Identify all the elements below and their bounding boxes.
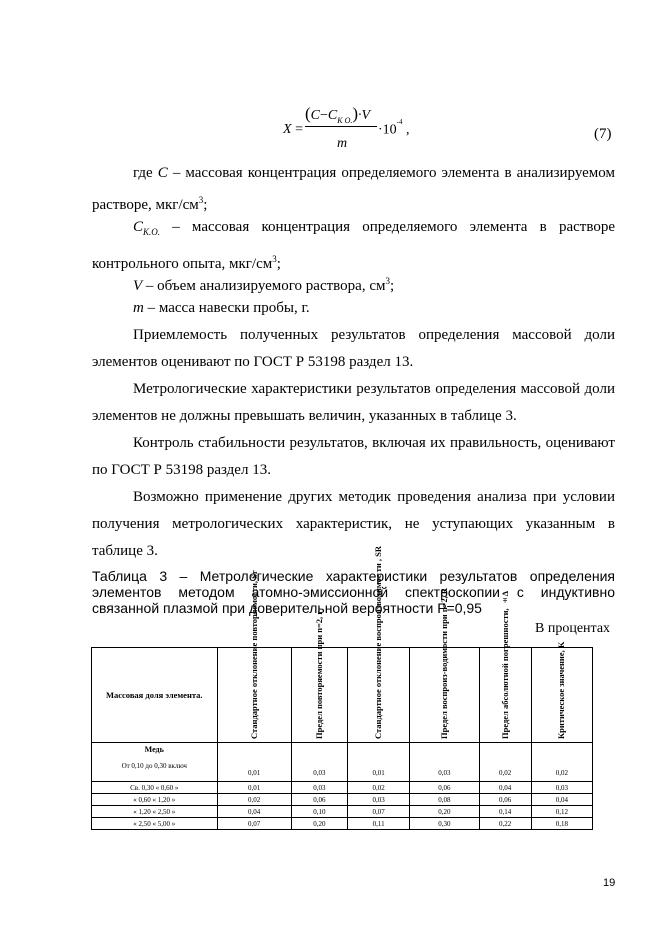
table-row bbox=[92, 794, 593, 806]
def-m: m – масса навески пробы, г. bbox=[133, 300, 310, 316]
cell-value: 0,22 bbox=[479, 818, 531, 830]
cell-value: 0,14 bbox=[479, 806, 531, 818]
def-c: где C – массовая концентрация определяемого элемента в анализируемом растворе, мкг/$см^3$; bbox=[92, 165, 615, 213]
paragraph-stability: Контроль стабильности результатов, включая их правильность, оценивают по ГОСТ Р 53198 раздел 13. bbox=[92, 435, 615, 478]
cell-value: 0,11 bbox=[348, 818, 410, 830]
cell-value: 0,20 bbox=[291, 818, 347, 830]
table-row bbox=[92, 818, 593, 830]
formula-number: (7) bbox=[594, 126, 612, 142]
cell-range: Медь От 0,10 до 0,30 включ bbox=[92, 743, 218, 782]
paragraph-acceptability: Приемлемость полученных результатов определения массовой доли элементов оценивают по ГОСТ Р 53198 раздел 13. bbox=[92, 327, 615, 370]
formula-denominator: m bbox=[337, 136, 348, 151]
cell-value: 0,10 bbox=[291, 806, 347, 818]
table-row bbox=[92, 806, 593, 818]
table-row bbox=[92, 782, 593, 794]
header-R: Предел воспроиз-водимости при n=2, R bbox=[410, 648, 479, 743]
formula-lhs: X = bbox=[283, 122, 303, 137]
cell-value: 0,08 bbox=[410, 794, 479, 806]
cell-value: 0,02 bbox=[531, 743, 592, 782]
header-sR: Стандартное отклонение воспроизводимос ти , SR bbox=[348, 648, 410, 743]
cell-value: 0,02 bbox=[217, 794, 291, 806]
cell-value: 0,03 bbox=[531, 782, 592, 794]
cell-value: 0,12 bbox=[531, 806, 592, 818]
cell-value: 0,06 bbox=[291, 794, 347, 806]
header-sr: Стандартное отклонение повторяемости, Sr bbox=[217, 648, 291, 743]
cell-value: 0,02 bbox=[348, 782, 410, 794]
element-name: Медь bbox=[144, 745, 164, 754]
formula-factor: $\cdot 10^{-4}$ , bbox=[378, 118, 410, 138]
cell-value: 0,03 bbox=[291, 743, 347, 782]
header-k: Критическое значение, K bbox=[531, 648, 592, 743]
cell-value: 0,03 bbox=[348, 794, 410, 806]
cell-value: 0,04 bbox=[531, 794, 592, 806]
paragraph-metrology: Метрологические характеристики результатов определения массовой доли элементов не должны превышать величин, указанных в таблице 3. bbox=[92, 381, 615, 424]
table-units: В процентах bbox=[535, 621, 611, 636]
header-mass-fraction: Массовая доля элемента. bbox=[92, 648, 218, 743]
cell-range: Св. 0,30 « 0,60 » bbox=[92, 782, 218, 794]
cell-value: 0,04 bbox=[217, 806, 291, 818]
page-number: 19 bbox=[603, 877, 616, 889]
paragraph-alternatives: Возможно применение других методик проведения анализа при условии получения метрологических характеристик, не уступающих указанным в таблице 3. bbox=[92, 489, 615, 559]
table-caption: Таблица 3 – Метрологические характеристики результатов определения элементов методом атомно-эмиссионной спектроскопии с индуктивно связанной плазмой при доверительной вероятности P=0,95 bbox=[92, 568, 615, 616]
cell-value: 0,01 bbox=[217, 782, 291, 794]
cell-value: 0,06 bbox=[410, 782, 479, 794]
cell-value: 0,01 bbox=[217, 743, 291, 782]
formula-7 bbox=[283, 102, 623, 162]
def-cko: $C_{К.О.}$ – массовая концентрация определяемого элемента в растворе контрольного опыта, мкг/$см^3$; bbox=[92, 219, 615, 272]
cell-value: 0,18 bbox=[531, 818, 592, 830]
table-row bbox=[92, 743, 593, 782]
cell-value: 0,07 bbox=[348, 806, 410, 818]
cell-value: 0,03 bbox=[410, 743, 479, 782]
header-delta: Предел абсолютной погрешности, ±Δ bbox=[479, 648, 531, 743]
fraction-bar bbox=[305, 126, 377, 127]
cell-range: « 2,50 « 5,00 » bbox=[92, 818, 218, 830]
cell-value: 0,01 bbox=[348, 743, 410, 782]
cell-range: « 1,20 « 2,50 » bbox=[92, 806, 218, 818]
cell-value: 0,07 bbox=[217, 818, 291, 830]
cell-value: 0,20 bbox=[410, 806, 479, 818]
cell-value: 0,02 bbox=[479, 743, 531, 782]
cell-range: « 0,60 « 1,20 » bbox=[92, 794, 218, 806]
cell-value: 0,03 bbox=[291, 782, 347, 794]
cell-value: 0,04 bbox=[479, 782, 531, 794]
formula-numerator: $(C-C_{К О.})\cdot V$ bbox=[305, 104, 371, 125]
header-r: Предел повторяемости при n=2, r bbox=[291, 648, 347, 743]
cell-value: 0,30 bbox=[410, 818, 479, 830]
cell-value: 0,06 bbox=[479, 794, 531, 806]
def-v: V – объем анализируемого раствора, $см^3$; bbox=[133, 276, 395, 294]
table-header-row bbox=[92, 648, 593, 743]
